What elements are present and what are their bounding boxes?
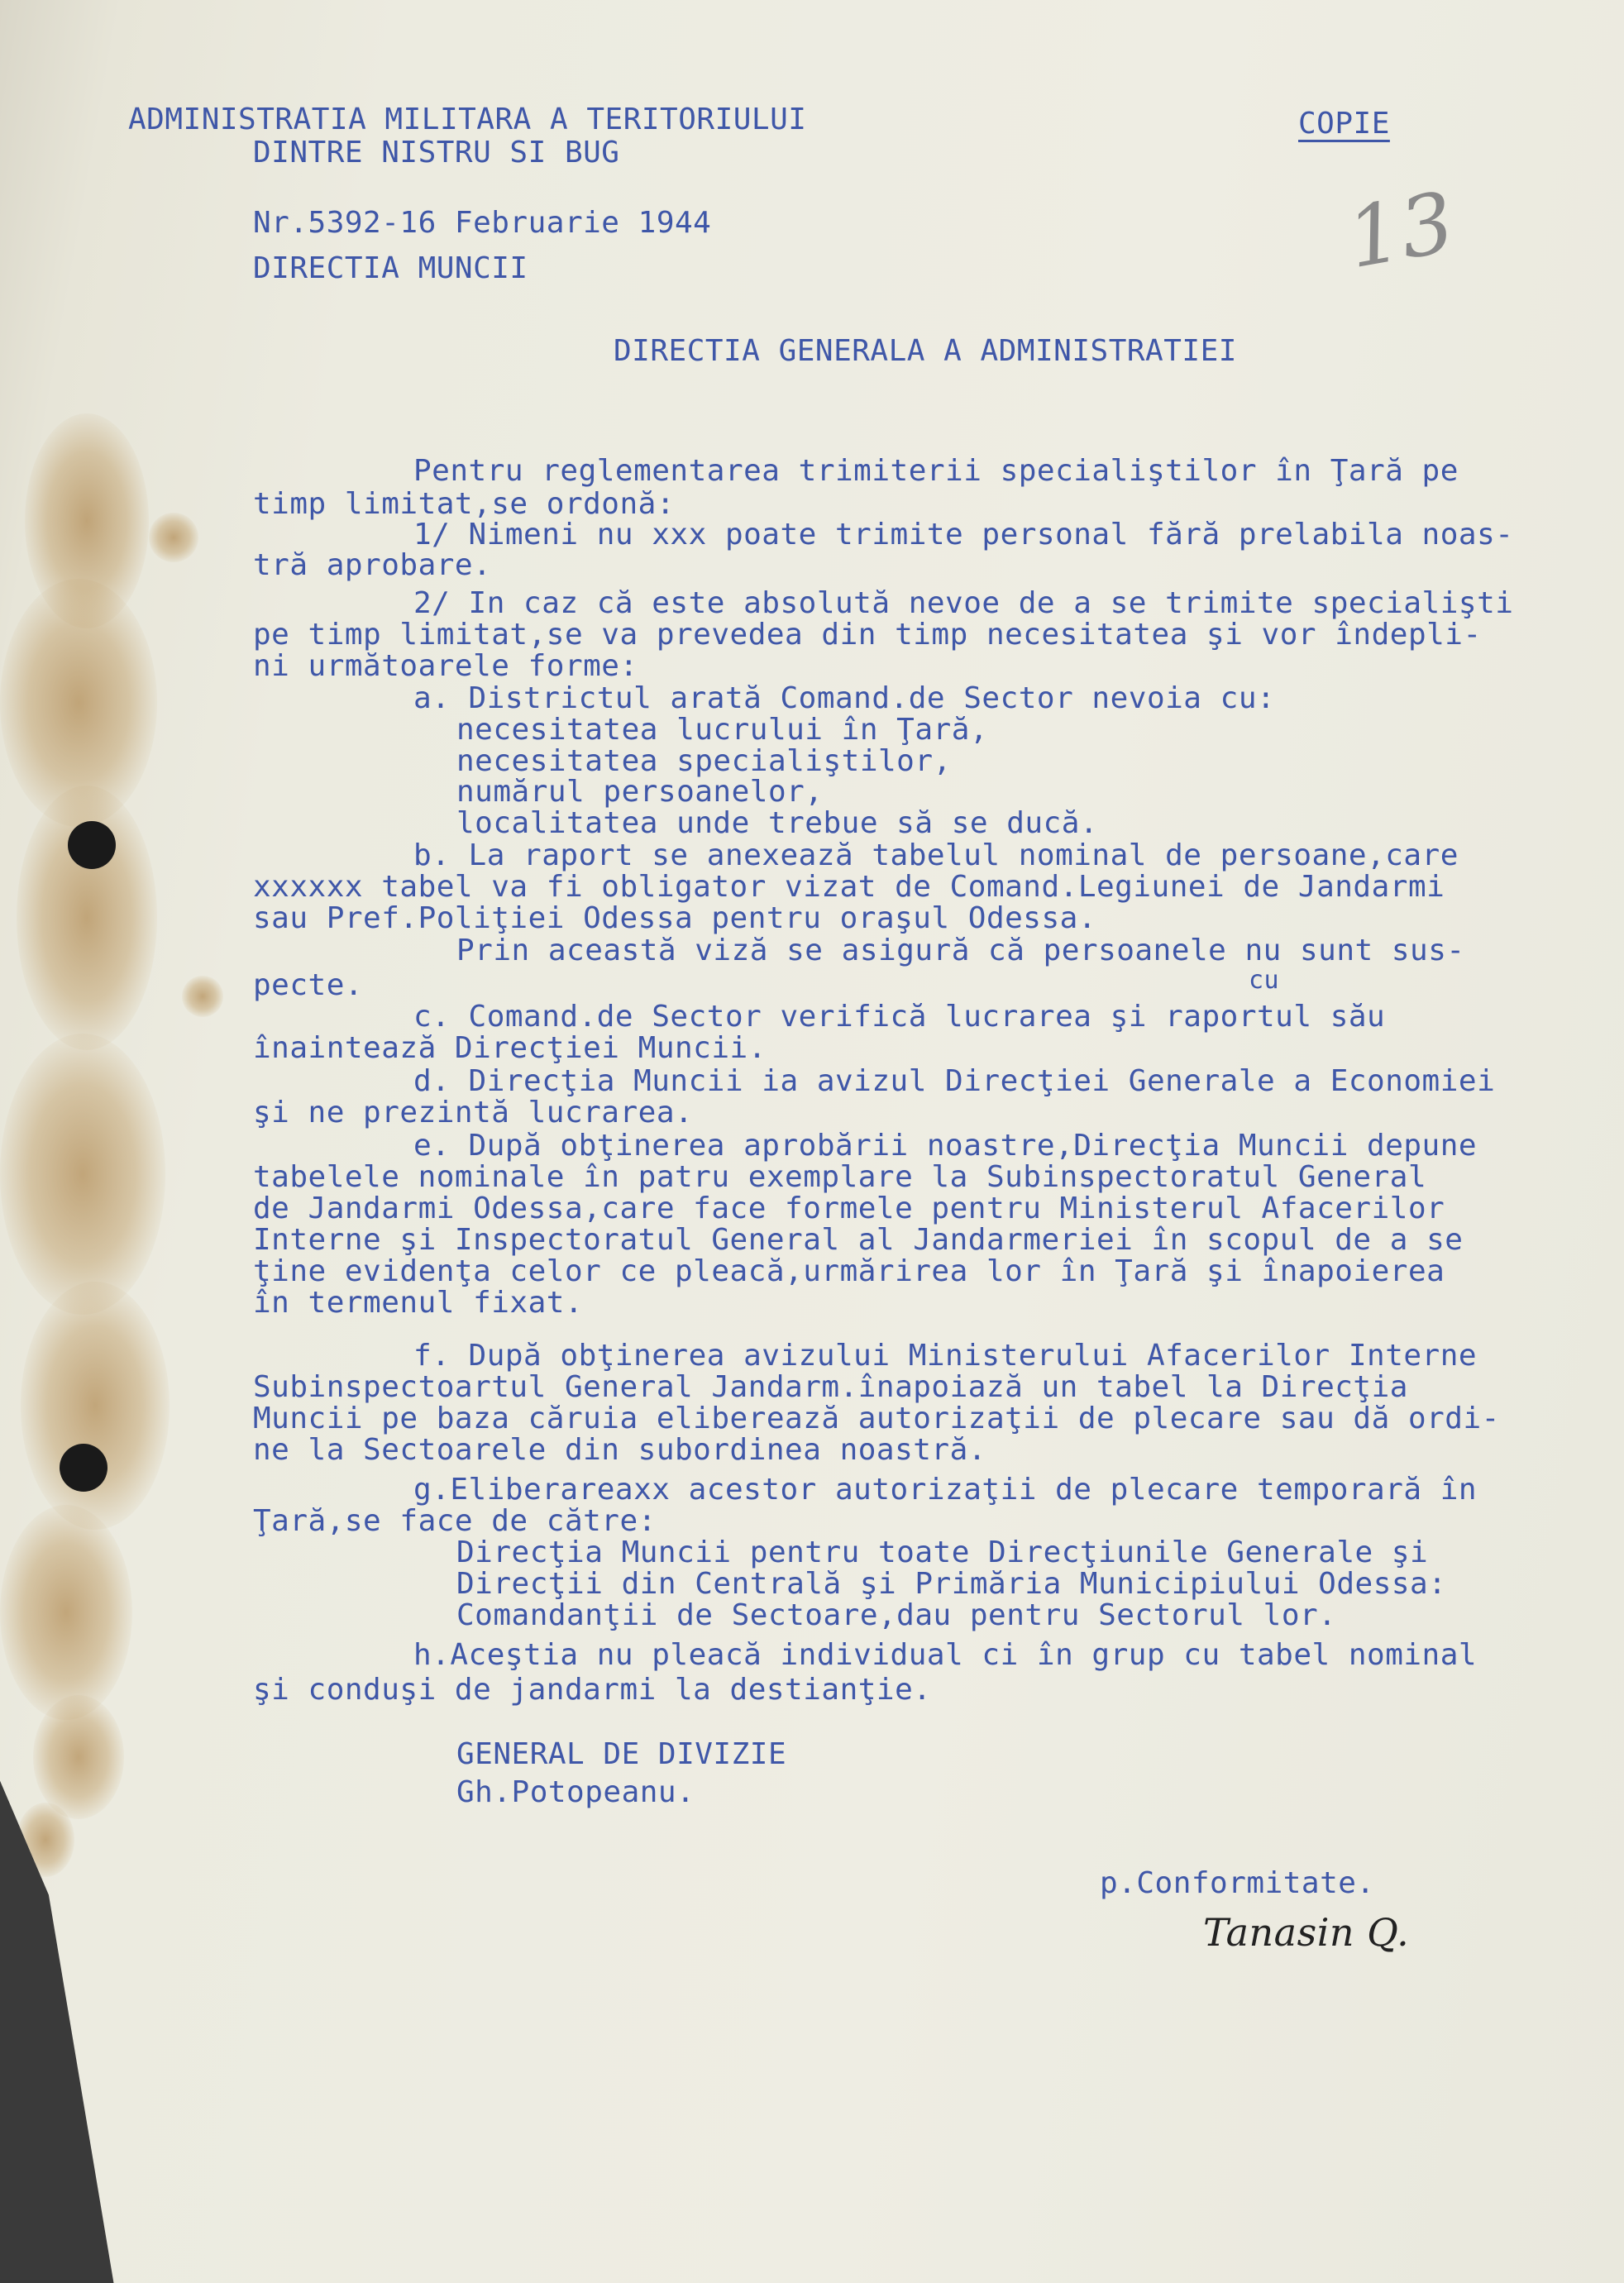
- body-line: pe timp limitat,se va prevedea din timp necesitatea şi vor îndepli-: [253, 618, 1482, 652]
- body-line: Interne şi Inspectoratul General al Jandarmeriei în scopul de a se: [253, 1223, 1464, 1257]
- body-line: ţine evidenţa celor ce pleacă,urmărirea lor în Ţară şi înapoierea: [253, 1254, 1445, 1288]
- body-line: pecte.: [253, 968, 364, 1002]
- body-insert: cu: [1249, 966, 1280, 995]
- body-line: Comandanţii de Sectoare,dau pentru Sectorul lor.: [456, 1598, 1337, 1632]
- body-line: Ţară,se face de către:: [253, 1504, 657, 1538]
- body-line: localitatea unde trebue să se ducă.: [456, 806, 1099, 840]
- body-line: e. După obţinerea aprobării noastre,Direcţia Muncii depune: [413, 1129, 1478, 1163]
- body-line: b. La raport se anexează tabelul nominal de persoane,care: [413, 838, 1459, 872]
- handwritten-signature: Tanasin Q.: [1203, 1910, 1410, 1955]
- body-line: necesitatea specialiştilor,: [456, 744, 952, 778]
- body-line: 2/ In caz că este absolută nevoe de a se trimite specialişti: [413, 586, 1514, 620]
- body-line: f. După obţinerea avizului Ministerului Afacerilor Interne: [413, 1339, 1478, 1373]
- body-line: în termenul fixat.: [253, 1286, 584, 1320]
- body-line: necesitatea lucrului în Ţară,: [456, 713, 989, 747]
- org-line-1: ADMINISTRATIA MILITARA A TERITORIULUI: [128, 103, 807, 136]
- body-line: g.Eliberareaxx acestor autorizaţii de plecare temporară în: [413, 1473, 1478, 1507]
- body-line: de Jandarmi Odessa,care face formele pentru Ministerul Afacerilor: [253, 1192, 1445, 1225]
- body-line: Direcţia Muncii pentru toate Direcţiunile Generale şi: [456, 1536, 1429, 1569]
- body-line: ne la Sectoarele din subordinea noastră.: [253, 1433, 986, 1467]
- body-line: Subinspectoartul General Jandarm.înapoiază un tabel la Direcţia: [253, 1370, 1408, 1404]
- body-line: înaintează Direcţiei Muncii.: [253, 1031, 767, 1065]
- conformity-label: p.Conformitate.: [1100, 1866, 1375, 1900]
- org-line-2: DINTRE NISTRU SI BUG: [253, 136, 620, 170]
- body-line: 1/ Nimeni nu xxx poate trimite personal fără prelabila noas-: [413, 518, 1514, 552]
- addressee: DIRECTIA GENERALA A ADMINISTRATIEI: [614, 334, 1237, 368]
- body-line: Pentru reglementarea trimiterii specialiştilor în Ţară pe: [413, 454, 1459, 488]
- body-line: Muncii pe baza căruia eliberează autorizaţii de plecare sau dă ordi-: [253, 1402, 1500, 1435]
- body-line: sau Pref.Poliţiei Odessa pentru oraşul Odessa.: [253, 901, 1096, 935]
- body-line: Prin această viză se asigură că persoanele nu sunt sus-: [456, 934, 1465, 967]
- body-line: Direcţii din Centrală şi Primăria Municipiului Odessa:: [456, 1567, 1447, 1601]
- signature-name: Gh.Potopeanu.: [456, 1775, 695, 1809]
- copy-label: COPIE: [1298, 107, 1390, 141]
- body-line: c. Comand.de Sector verifică lucrarea şi raportul său: [413, 1000, 1386, 1034]
- body-line: h.Aceştia nu pleacă individual ci în grup cu tabel nominal: [413, 1638, 1478, 1672]
- body-line: tră aprobare.: [253, 548, 492, 582]
- number-date: Nr.5392-16 Februarie 1944: [253, 206, 712, 240]
- body-line: xxxxxx tabel va fi obligator vizat de Comand.Legiunei de Jandarmi: [253, 870, 1445, 904]
- archive-number: 13: [1340, 173, 1462, 288]
- body-line: ni următoarele forme:: [253, 649, 638, 683]
- body-line: a. Districtul arată Comand.de Sector nevoia cu:: [413, 681, 1276, 715]
- body-line: timp limitat,se ordonă:: [253, 487, 675, 521]
- signature-rank: GENERAL DE DIVIZIE: [456, 1737, 787, 1771]
- body-line: numărul persoanelor,: [456, 775, 824, 809]
- body-line: şi ne prezintă lucrarea.: [253, 1096, 694, 1130]
- body-line: şi conduşi de jandarmi la destianţie.: [253, 1673, 932, 1707]
- body-line: tabelele nominale în patru exemplare la Subinspectoratul General: [253, 1160, 1427, 1194]
- department: DIRECTIA MUNCII: [253, 251, 528, 285]
- body-line: d. Direcţia Muncii ia avizul Direcţiei Generale a Economiei: [413, 1064, 1496, 1098]
